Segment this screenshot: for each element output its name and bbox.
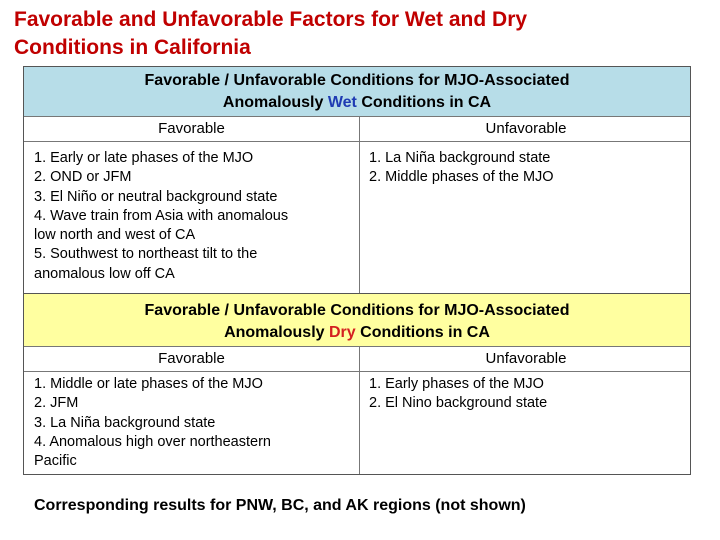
title-line-2: Conditions in California xyxy=(14,36,251,59)
footer-note: Corresponding results for PNW, BC, and AK regions (not shown) xyxy=(34,497,526,514)
dry-favorable-label: Favorable xyxy=(158,350,225,367)
list-item: anomalous low off CA xyxy=(34,265,175,282)
list-item: 1. Middle or late phases of the MJO xyxy=(34,376,263,392)
list-item: 1. La Niña background state xyxy=(369,150,551,166)
dry-header-highlight: Dry xyxy=(329,324,356,341)
list-item: 3. El Niño or neutral background state xyxy=(34,188,278,205)
wet-table-header xyxy=(24,67,690,117)
dry-conditions-table xyxy=(23,294,691,475)
dry-favorable-list xyxy=(34,375,271,471)
list-item: 5. Southwest to northeast tilt to the xyxy=(34,246,258,263)
list-item: 2. Middle phases of the MJO xyxy=(369,169,554,186)
list-item: 2. El Nino background state xyxy=(369,395,548,412)
wet-conditions-table xyxy=(23,66,691,294)
wet-header-suffix: Conditions in CA xyxy=(361,94,492,111)
dry-unfavorable-list xyxy=(369,375,547,414)
wet-header-prefix: Anomalously xyxy=(222,94,324,111)
dry-column-divider xyxy=(359,347,360,474)
wet-unfavorable-list xyxy=(369,149,554,188)
wet-column-divider xyxy=(359,117,360,293)
dry-subheader-row xyxy=(24,347,690,372)
list-item: 1. Early or late phases of the MJO xyxy=(34,150,254,166)
list-item: Pacific xyxy=(34,453,77,470)
wet-unfavorable-label: Unfavorable xyxy=(485,120,567,137)
wet-favorable-label: Favorable xyxy=(158,120,225,137)
page-title xyxy=(14,6,704,62)
list-item: low north and west of CA xyxy=(34,227,196,244)
list-item: 4. Anomalous high over northeastern xyxy=(34,433,271,450)
list-item: 2. OND or JFM xyxy=(34,169,132,186)
dry-unfavorable-label: Unfavorable xyxy=(485,350,567,367)
dry-header-line-1: Favorable / Unfavorable Conditions for MJO-Associated xyxy=(144,302,570,319)
title-line-1: Favorable and Unfavorable Factors for Wet and Dry xyxy=(14,8,528,31)
dry-header-line-2 xyxy=(24,322,690,344)
wet-header-highlight: Wet xyxy=(327,94,357,111)
dry-header-suffix: Conditions in CA xyxy=(360,324,490,341)
wet-subheader-row xyxy=(24,117,690,142)
wet-header-line-2 xyxy=(24,92,690,114)
list-item: 2. JFM xyxy=(34,395,79,412)
wet-favorable-list xyxy=(34,149,288,284)
list-item: 3. La Niña background state xyxy=(34,414,216,431)
list-item: 4. Wave train from Asia with anomalous xyxy=(34,207,289,224)
list-item: 1. Early phases of the MJO xyxy=(369,376,544,392)
wet-header-line-1: Favorable / Unfavorable Conditions for MJO-Associated xyxy=(144,72,570,89)
dry-table-header xyxy=(24,294,690,347)
dry-header-prefix: Anomalously xyxy=(224,324,325,341)
